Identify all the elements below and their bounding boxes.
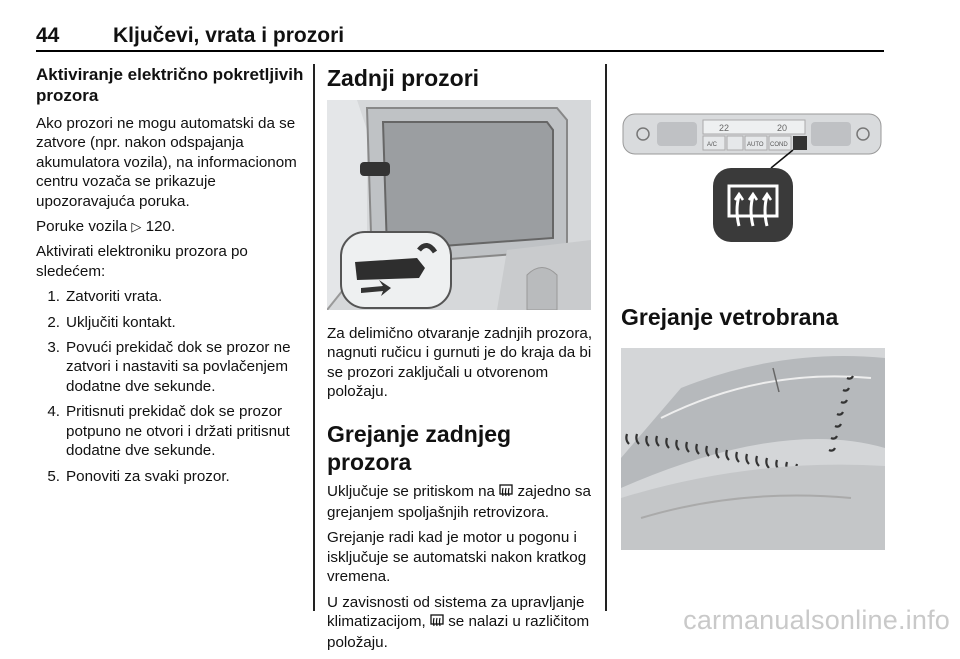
panel-button-cond: COND (770, 142, 788, 148)
step-text: Ponoviti za svaki prozor. (66, 467, 230, 485)
rear-defrost-icon (430, 614, 444, 633)
panel-display-right: 20 (777, 123, 788, 133)
reference-page[interactable]: 120. (145, 218, 176, 236)
column-3-heading (621, 303, 885, 331)
step-text: Pritisnuti prekidač dok se prozor potpuno ne otvori i držati pritisnut dodatne dve sekunde. (66, 403, 290, 460)
panel-display-left: 22 (719, 123, 730, 133)
paragraph-with-icon (327, 593, 595, 653)
column-2-text (327, 324, 595, 659)
paragraph-with-icon (327, 482, 595, 523)
watermark: carmanualsonline.info (683, 605, 950, 635)
step-number: 1. (47, 288, 60, 306)
rear-window-illustration (327, 100, 591, 310)
column-1 (36, 64, 304, 492)
panel-button-a: A/C (707, 142, 718, 148)
column-divider-1 (313, 64, 315, 611)
paragraph-reference (36, 217, 304, 236)
paragraph-part: U zavisnosti od sistema za upravljanje klimatizacijom, (327, 593, 585, 631)
panel-button-auto: AUTO (747, 142, 764, 148)
paragraph-part: zajedno sa grejanjem spoljašnjih retrovizora. (327, 482, 591, 522)
header-rule (36, 50, 884, 52)
list-item (36, 313, 304, 332)
windshield-illustration (621, 348, 885, 550)
rear-defrost-icon (499, 484, 513, 503)
paragraph: Aktivirati elektroniku prozora po sledećem: (36, 243, 248, 280)
step-text: Povući prekidač dok se prozor ne zatvori i nastaviti sa povlačenjem dodatne dve sekunde. (66, 339, 291, 395)
step-number: 4. (47, 403, 60, 421)
page-number: 44 (36, 24, 60, 47)
column-divider-2 (605, 64, 607, 611)
page-title: Ključevi, vrata i prozori (113, 24, 345, 47)
section-heading: Aktiviranje električno pokretljivih prozora (36, 65, 304, 105)
paragraph: Ako prozori ne mogu automatski da se zatvore (npr. nakon odspajanja akumulatora vozila), na informacionom centru vozača se prikazuje upozoravajuća poruka. (36, 115, 297, 210)
paragraph: Grejanje radi kad je motor u pogonu i isključuje se automatski nakon kratkog vremena. (327, 529, 587, 586)
step-number: 3. (47, 339, 60, 357)
list-item (36, 467, 304, 486)
paragraph-part: se nalazi u različitom položaju. (327, 613, 590, 652)
reference-text: Poruke vozila (36, 218, 128, 236)
step-text: Zatvoriti vrata. (66, 288, 163, 306)
section-heading: Grejanje zadnjeg prozora (327, 420, 512, 475)
step-text: Uključiti kontakt. (66, 313, 176, 331)
paragraph-part: Uključuje se pritiskom na (327, 482, 495, 500)
reference-arrow-icon: ▷ (131, 219, 142, 235)
climate-panel-illustration (621, 100, 885, 270)
section-heading: Grejanje vetrobrana (621, 304, 839, 330)
section-heading: Zadnji prozori (327, 65, 480, 91)
paragraph: Za delimično otvaranje zadnjih prozora, nagnuti ručicu i gurnuti je do kraja da bi se prozori zaključali u otvorenom položaju. (327, 325, 593, 401)
list-item (36, 338, 304, 396)
list-item (36, 402, 304, 460)
step-number: 2. (47, 313, 60, 331)
steps-list (36, 287, 304, 486)
list-item (36, 287, 304, 306)
step-number: 5. (47, 467, 60, 485)
column-2 (327, 64, 595, 92)
